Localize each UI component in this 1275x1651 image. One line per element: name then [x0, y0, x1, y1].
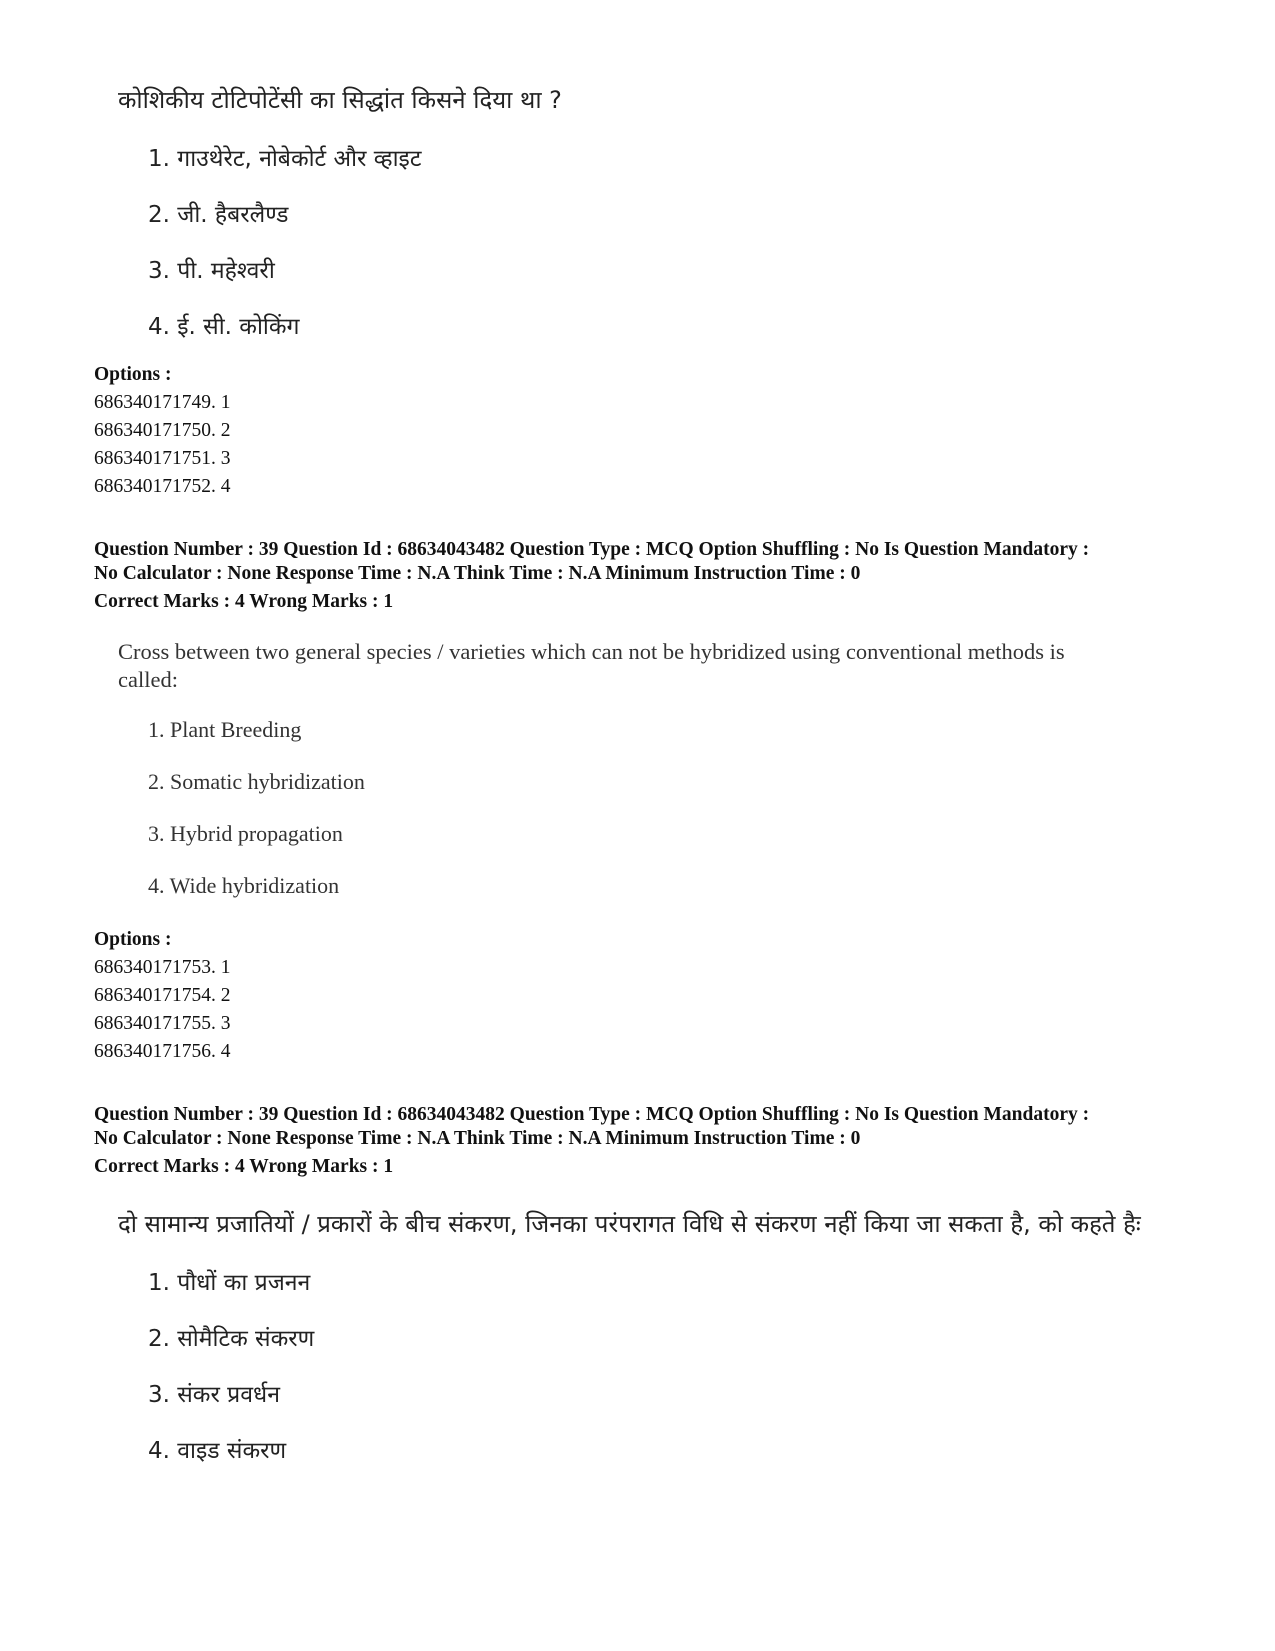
option-id-line: 686340171750. 2 [94, 420, 231, 441]
option-id-line: 686340171749. 1 [94, 392, 231, 413]
question-meta [94, 1103, 1214, 1151]
marks-line: Correct Marks : 4 Wrong Marks : 1 [94, 591, 394, 612]
answer-choice: 2. सोमैटिक संकरण [148, 1326, 315, 1352]
option-id-line: 686340171754. 2 [94, 985, 231, 1006]
answer-choice: 3. Hybrid propagation [148, 821, 343, 846]
question-text-line: Cross between two general species / varieties which can not be hybridized using conventional methods is [118, 639, 1065, 664]
option-id-line: 686340171756. 4 [94, 1041, 231, 1062]
answer-choice: 2. जी. हैबरलैण्ड [148, 202, 289, 228]
option-id-line: 686340171753. 1 [94, 957, 231, 978]
question-meta [94, 538, 1214, 586]
answer-choice: 3. संकर प्रवर्धन [148, 1382, 280, 1408]
answer-choice: 1. पौधों का प्रजनन [148, 1270, 311, 1296]
option-id-line: 686340171755. 3 [94, 1013, 231, 1034]
marks-line: Correct Marks : 4 Wrong Marks : 1 [94, 1156, 394, 1177]
answer-choice: 2. Somatic hybridization [148, 769, 365, 794]
question-text [118, 638, 1138, 694]
answer-choice: 4. ई. सी. कोकिंग [148, 314, 300, 340]
question-meta-line: No Calculator : None Response Time : N.A Think Time : N.A Minimum Instruction Time : 0 [94, 563, 861, 584]
question-meta-line: Question Number : 39 Question Id : 68634043482 Question Type : MCQ Option Shuffling : No Is Question Mandatory : [94, 539, 1090, 560]
answer-choice: 3. पी. महेश्वरी [148, 258, 275, 284]
question-meta-line: Question Number : 39 Question Id : 68634043482 Question Type : MCQ Option Shuffling : No Is Question Mandatory : [94, 1104, 1090, 1125]
question-text: कोशिकीय टोटिपोटेंसी का सिद्धांत किसने दिया था ? [118, 86, 562, 114]
option-id-line: 686340171751. 3 [94, 448, 231, 469]
answer-choice: 4. Wide hybridization [148, 873, 340, 898]
question-meta-line: No Calculator : None Response Time : N.A Think Time : N.A Minimum Instruction Time : 0 [94, 1128, 861, 1149]
question-text-line: called: [118, 667, 178, 692]
option-id-line: 686340171752. 4 [94, 476, 231, 497]
answer-choice: 1. गाउथेरेट, नोबेकोर्ट और व्हाइट [148, 146, 422, 172]
question-text: दो सामान्य प्रजातियों / प्रकारों के बीच संकरण, जिनका परंपरागत विधि से संकरण नहीं किया जा सकता है, को कहते हैः [118, 1210, 1141, 1238]
answer-choice: 1. Plant Breeding [148, 717, 302, 742]
options-heading: Options : [94, 364, 172, 385]
options-heading: Options : [94, 929, 172, 950]
answer-choice: 4. वाइड संकरण [148, 1438, 287, 1464]
